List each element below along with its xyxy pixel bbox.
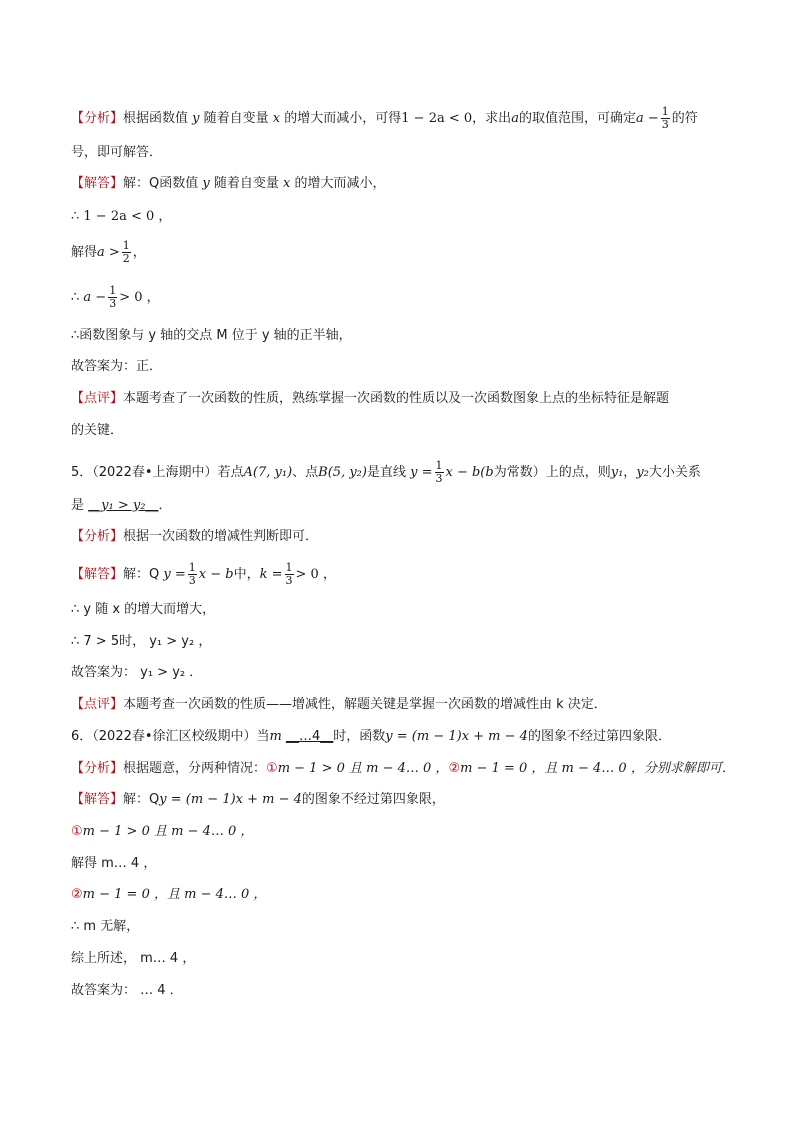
circled-one-icon: ① [71, 824, 83, 839]
fraction-one-third: $\frac{1}{3}$ [109, 284, 117, 310]
p4-step-a: ∴ 1 − 2a < 0 ， [71, 209, 172, 224]
p6-answer: 故答案为： … 4 ． [71, 983, 183, 998]
p4-step-c: ∴ a − $\frac{1}{3}$ > 0 ， [71, 284, 160, 310]
p5-comment: 【点评】本题考查一次函数的性质——增减性，解题关键是掌握一次函数的增减性由 k 决定． [71, 697, 607, 712]
comment-tag: 【点评】 [71, 391, 124, 406]
p4-step-b: 解得a > $\frac{1}{2}$ ， [71, 239, 146, 265]
p6-solution-line: 【解答】解：Qy = (m − 1)x + m − 4的图象不经过第四象限， [71, 792, 445, 807]
p5-question-line-1: 5．（2022春•上海期中）若点A(7, y₁)、点B(5, y₂)是直线 y = $\frac{1}{3}$ x − b(b为常数）上的点，则y₁，y₂大小关系 [71, 459, 701, 485]
p5-question-line-2: 是 __y₁ > y₂__． [71, 498, 172, 513]
answer-blank: __…4__ [286, 729, 334, 744]
p5-step-a: ∴ y 随 x 的增大而增大， [71, 602, 216, 617]
p4-analysis-line-1: 【分析】根据函数值 y 随着自变量 x 的增大而减小，可得1 − 2a < 0，求出a的取值范围，可确定a − $\frac{1}{3}$ 的符 [71, 105, 698, 131]
analysis-tag: 【分析】 [71, 529, 124, 544]
p6-step-c: ②m − 1 = 0 ，且 m − 4… 0 ， [71, 887, 267, 902]
circled-one-icon: ① [266, 761, 278, 776]
p4-step-d: ∴函数图象与 y 轴的交点 M 位于 y 轴的正半轴， [71, 328, 352, 343]
solution-tag: 【解答】 [71, 176, 124, 191]
analysis-tag: 【分析】 [71, 761, 124, 776]
p4-answer: 故答案为：正． [71, 359, 163, 374]
solution-tag: 【解答】 [71, 792, 124, 807]
p4-analysis-line-2: 号，即可解答． [71, 145, 163, 160]
p5-solution-line: 【解答】解：Q y = $\frac{1}{3}$ x − b中，k = $\frac{1}{3}$ > 0 ， [71, 561, 336, 587]
fraction-one-third: $\frac{1}{3}$ [661, 105, 669, 131]
p6-analysis: 【分析】根据题意，分两种情况：①m − 1 > 0 且 m − 4… 0 ，②m − 1 = 0 ，且 m − 4… 0 ，分别求解即可． [71, 761, 735, 776]
because-symbol: Q [149, 792, 160, 807]
solution-tag: 【解答】 [71, 567, 124, 582]
fraction-one-third: $\frac{1}{3}$ [188, 561, 196, 587]
p5-step-b: ∴ 7 > 5时， y₁ > y₂ ， [71, 634, 212, 649]
p6-step-d: ∴ m 无解， [71, 919, 140, 934]
p4-comment-line-1: 【点评】本题考查了一次函数的性质，熟练掌握一次函数的性质以及一次函数图象上点的坐标特征是解题 [71, 391, 670, 406]
p4-comment-line-2: 的关键． [71, 423, 124, 438]
comment-tag: 【点评】 [71, 697, 124, 712]
circled-two-icon: ② [448, 761, 461, 776]
because-symbol: Q [149, 176, 160, 191]
p6-question: 6．（2022春•徐汇区校级期中）当m __…4__时，函数y = (m − 1)x + m − 4的图象不经过第四象限． [71, 729, 671, 744]
p6-step-e: 综上所述， m… 4 ， [71, 951, 196, 966]
fraction-one-third: $\frac{1}{3}$ [435, 459, 443, 485]
fraction-one-half: $\frac{1}{2}$ [122, 239, 130, 265]
p5-answer: 故答案为： y₁ > y₂ ． [71, 665, 203, 680]
p4-solution-line: 【解答】解：Q函数值 y 随着自变量 x 的增大而减小， [71, 176, 386, 191]
analysis-tag: 【分析】 [71, 111, 124, 126]
p6-step-a: ①m − 1 > 0 且 m − 4… 0 ， [71, 824, 254, 839]
p6-step-b: 解得 m… 4 ， [71, 856, 157, 871]
because-symbol: Q [149, 567, 160, 582]
answer-blank: __y₁ > y₂__ [88, 498, 159, 513]
p5-analysis: 【分析】根据一次函数的增减性判断即可． [71, 529, 319, 544]
circled-two-icon: ② [71, 887, 83, 902]
fraction-one-third: $\frac{1}{3}$ [285, 561, 293, 587]
